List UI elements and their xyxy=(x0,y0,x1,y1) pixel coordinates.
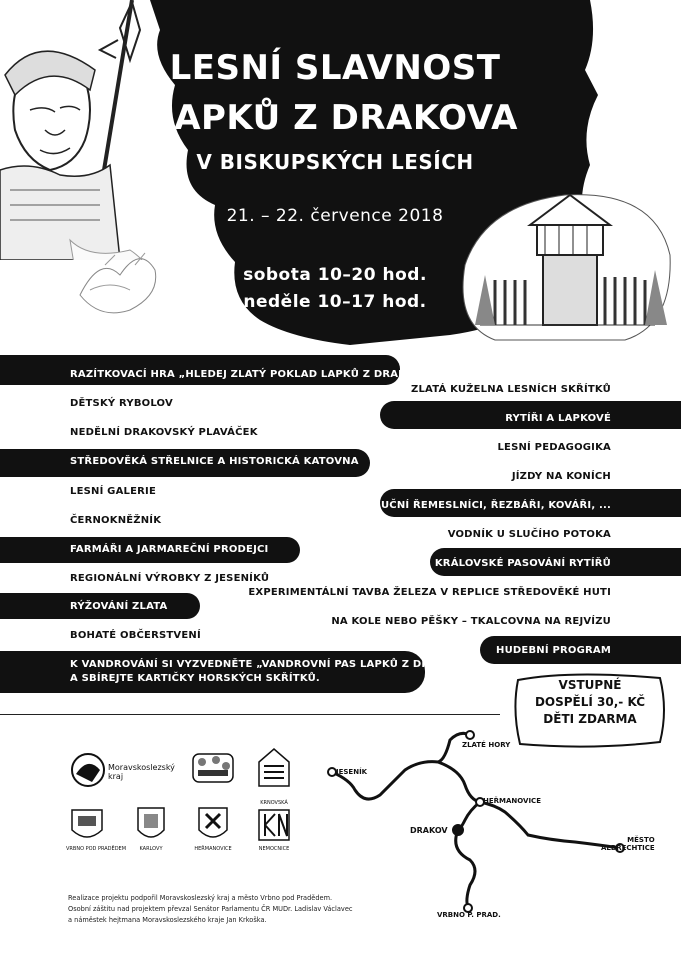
credit-line: a náměstek hejtmana Moravskoslezského kraje Jan Krkoška. xyxy=(68,916,267,924)
entry-fee-children: DĚTI ZDARMA xyxy=(543,712,637,726)
region-name: Moravskoslezský xyxy=(108,763,175,772)
program-item: ZRUČNÍ ŘEMESLNÍCI, ŘEZBÁŘI, KOVÁŘI, ... xyxy=(365,500,611,511)
map-label-jesenik: JESENÍK xyxy=(336,768,368,776)
hermanovice-coat-of-arms xyxy=(197,806,229,844)
opening-hours xyxy=(150,262,520,316)
divider xyxy=(0,714,500,715)
festival-title-line-1: LESNÍ SLAVNOST xyxy=(169,48,501,88)
festival-title-line-2: LAPKŮ Z DRAKOVA xyxy=(152,98,518,138)
festival-subtitle: V BISKUPSKÝCH LESÍCH xyxy=(196,150,474,174)
program-item: LESNÍ PEDAGOGIKA xyxy=(497,442,611,453)
credit-line: Osobní záštitu nad projektem převzal Senátor Parlamentu ČR MUDr. Ladislav Václavec xyxy=(68,905,353,913)
map-label-albrechtice: ALBRECHTICE xyxy=(601,844,655,852)
program-item: NA KOLE NEBO PĚŠKY – TKALCOVNA NA REJVÍZU xyxy=(331,616,611,627)
entry-fee-adults: DOSPĚLÍ 30,- KČ xyxy=(534,695,646,709)
logo-caption-nemocnice: NEMOCNICE xyxy=(258,846,290,852)
program-item: REGIONÁLNÍ VÝROBKY Z JESENÍKŮ xyxy=(70,573,270,584)
credits xyxy=(68,893,353,926)
program-item: VODNÍK U SLUČÍHO POTOKA xyxy=(447,529,611,540)
program-item: RAZÍTKOVACÍ HRA „HLEDEJ ZLATÝ POKLAD LAPKŮ Z DRAKOVA“ xyxy=(70,369,437,380)
program-note-line-2: A SBÍREJTE KARTIČKY HORSKÝCH SKŘÍTKŮ. xyxy=(70,673,320,684)
band xyxy=(0,651,425,693)
program-item: KRÁLOVSKÉ PASOVÁNÍ RYTÍŘŮ xyxy=(434,558,611,569)
moravskoslezsky-kraj-logo xyxy=(70,752,106,788)
program-item: ZLATÁ KUŽELNA LESNÍCH SKŘÍTKŮ xyxy=(411,384,611,395)
children-logo xyxy=(190,748,236,786)
map-label-drakov: DRAKOV xyxy=(410,826,448,835)
hours-sunday: neděle 10–17 hod. xyxy=(243,292,427,312)
program-item: HUDEBNÍ PROGRAM xyxy=(496,645,611,656)
program-note-line-1: K VANDROVÁNÍ SI VYZVEDNĚTE „VANDROVNÍ PAS LAPKŮ Z DRAKOVA“ xyxy=(70,659,476,670)
program-item: EXPERIMENTÁLNÍ TAVBA ŽELEZA V REPLICE STŘEDOVĚKÉ HUTI xyxy=(248,587,611,598)
entry-fee-heading: VSTUPNÉ xyxy=(558,678,622,692)
logo-caption-vrbno: VRBNO POD PRADĚDEM xyxy=(66,846,127,852)
region-logo-text xyxy=(108,763,175,781)
logo-caption-hermanovice: HEŘMANOVICE xyxy=(194,846,232,852)
festival-date: 21. – 22. července 2018 xyxy=(226,206,444,226)
credit-line: Realizace projektu podpořil Moravskoslezský kraj a město Vrbno pod Pradědem. xyxy=(68,894,333,902)
map-label-hermanovice: HEŘMANOVICE xyxy=(483,797,541,805)
map-label-zlate-hory: ZLATÉ HORY xyxy=(462,741,511,749)
region-kraj: kraj xyxy=(108,772,124,781)
karlovy-coat-of-arms xyxy=(136,806,166,844)
entry-fee xyxy=(520,677,660,728)
logo-caption-krnovska: KRNOVSKÁ xyxy=(260,800,288,806)
program-item: RÝŽOVÁNÍ ZLATA xyxy=(70,601,168,612)
map-label-mesto-albrechtice xyxy=(601,836,655,852)
program-item: JÍZDY NA KONÍCH xyxy=(511,471,611,482)
program-item: RYTÍŘI A LAPKOVÉ xyxy=(505,413,611,424)
map-label-vrbno: VRBNO P. PRAD. xyxy=(437,911,501,919)
program-item: ČERNOKNĚŽNÍK xyxy=(70,515,162,526)
program-item: STŘEDOVĚKÁ STŘELNICE A HISTORICKÁ KATOVNA xyxy=(70,456,359,467)
map-label-mesto: MĚSTO xyxy=(627,836,655,844)
program-item: NEDĚLNÍ DRAKOVSKÝ PLAVÁČEK xyxy=(70,427,258,438)
knight-illustration xyxy=(0,0,170,260)
program-item: FARMÁŘI A JARMAREČNÍ PRODEJCI xyxy=(70,544,269,555)
program-item: DĚTSKÝ RYBOLOV xyxy=(70,398,173,409)
krnov-hospital-logo xyxy=(257,808,291,842)
logo-caption-karlovy: KARLOVY xyxy=(139,846,163,852)
heritage-logo xyxy=(256,746,292,790)
vrbno-coat-of-arms xyxy=(70,808,104,844)
route-map xyxy=(320,730,650,920)
program-item: LESNÍ GALERIE xyxy=(70,486,156,497)
hours-saturday: sobota 10–20 hod. xyxy=(243,265,427,285)
program-item: BOHATÉ OBČERSTVENÍ xyxy=(70,630,201,641)
